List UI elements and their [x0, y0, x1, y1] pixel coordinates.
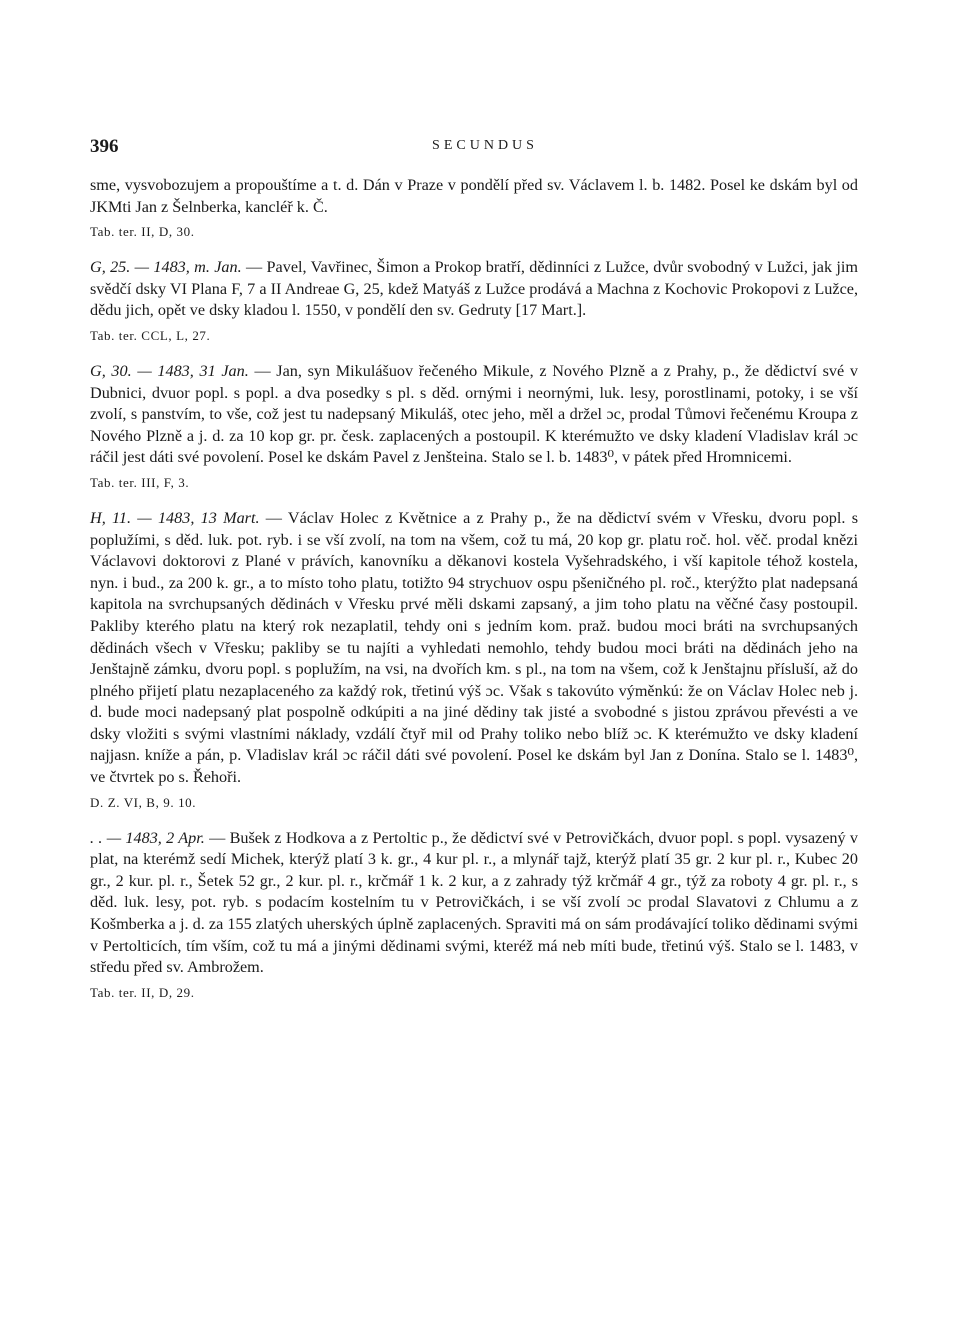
entry — [90, 508, 858, 812]
entry-reference: Tab. ter. III, F, 3. — [90, 474, 190, 490]
entry-body: — Bušek z Hodkova a z Pertoltic p., že dědictví své v Petrovičkách, dvuor popl. s popl. vysazený v plat, na kterémž sedí Michek, kterýž platí 3 k. gr., 4 kur pl. r., a mlynář tajž, kterýž platí 35 gr. 2 kur pl. r., Kubec 20 gr., 2 kur. pl. r., Šetek 52 gr., 2 kur. pl. r., krčmář 1 k. 2 kur, a z zahrady týž krčmář 4 gr., týž za roboty 4 gr. pl. r., s děd. luk. lesy, pot. ryb. s podacím kostelním tu v Petrovičkách, i se vší zvolí ɔc prodal Slavatovi z Chlumu a z Košmberka a j. d. za 155 zlatých uherských úplně zaplacených. Spraviti má on sám prodávající toliko dědinami svými v Pertolticích, tím vším, což tu má a jinými dědinami svými, kteréž má neb míti bude, třetinú výš. Stalo se l. 1483, v středu před sv. Ambrožem. — [90, 828, 858, 977]
entry-body: — Václav Holec z Květnice a z Prahy p., že na dědictví svém v Vřesku, dvoru popl. s poplužími, s děd. luk. pot. ryb. i se vší zvolí, na tom na všem, což tu má, 20 kop gr. platu roč. hol. věč. prodal knězi Václavovi doktorovi z Plané v právích, kanovníku a děkanovi kostela Vyšehradského, i vší kapitole téhož kostela, nyn. i bud., za 200 k. gr., a to místo toho platu, totižto 94 strychuov ospu pšeničného pl. roč., kterýžto plat nadepsaná kapitola na svrchupsaných dědinách v Vřesku prvé měli dskami zapsaný, a jim toho platu na věčné časy postoupil. Pakliby kterého platu na který rok nezaplatil, tehdy oni s jedním kom. praž. budou moci bráti na svrchupsaných dědinách všech v Vřesku; pakliby se tu najíti a vyhledati nemohlo, tehdy budou moci bráti na dědinách jeho na Jenštajně zámku, dvoru popl. s poplužím, na vsi, na dvořích km. s pl., na tom na všem, což k Jenštajnu přísluší, až do plného přijetí platu nezaplaceného za každý rok, třetinú výš ɔc. Však s takovúto výměnkú: že on Václav Holec neb j. d. bude moci nadepsaný plat pospolně odkúpiti a na jiné dědiny tak jisté a svobodné s jistou zprávou převésti a ve dsky vložiti s svými vlastními náklady, vzdálí čtyř mil od Prahy toliko nebo blíž ɔc. K kterémužto ve dsky kladení najjasn. kníže a pán, p. Vladislav král ɔc ráčil dáti své povolení. Posel ke dskám byl Jan z Donína. Stalo se l. 1483⁰, ve čtvrtek po s. Řehoři. — [90, 508, 858, 787]
entry-reference: Tab. ter. CCL, L, 27. — [90, 327, 211, 343]
page-number: 396 — [90, 136, 119, 157]
page-body — [90, 175, 858, 1002]
entry-body: — Jan, syn Mikulášuov řečeného Mikule, z Nového Plzně a z Prahy, p., že dědictví své v Dubnici, dvuor popl. s popl. a dva posedky s pl. s děd. ornými i neornými, luk. lesy, porostlinami, potoky, i se vší zvolí, s panstvím, to vše, což jest tu nadepsaný Mikuláš, otec jeho, měl a držel ɔc, prodal Tůmovi řečenému Kroupa z Nového Plzně a j. d. za 10 kop gr. pr. česk. zaplacených a postoupil. K kterémužto ve dsky kladení Vladislav král ɔc ráčil jest dáti své povolení. Posel ke dskám Pavel z Jenšteina. Stalo se l. b. 1483⁰, v pátek před Hromnicemi. — [90, 361, 858, 467]
entry-reference: Tab. ter. II, D, 30. — [90, 224, 195, 240]
entry-text — [90, 361, 858, 469]
entry-continuation — [90, 175, 858, 241]
entry-date: G, 25. — 1483, m. Jan. — [90, 258, 242, 277]
entry-body: — Pavel, Vavřinec, Šimon a Prokop bratří, dědinníci z Lužce, dvůr svobodný v Lužci, jak jim svědčí dsky VI Plana F, 7 a II Andreae G, 25, kdež Matyáš z Lužce prodává a Machna z Kochovic Prokopovi z Lužce, dědu jich, opět ve dsky kladou l. 1550, v pondělí den sv. Gedruty [17 Mart.]. — [90, 258, 858, 320]
entry-text — [90, 508, 858, 789]
entry-reference: D. Z. VI, B, 9. 10. — [90, 794, 197, 810]
entry-date: . . — 1483, 2 Apr. — [90, 828, 205, 847]
page-header — [90, 136, 880, 158]
entry-text — [90, 828, 858, 979]
entry-text — [90, 175, 858, 218]
entry-reference: Tab. ter. II, D, 29. — [90, 984, 195, 1000]
entry-date: G, 30. — 1483, 31 Jan. — [90, 361, 249, 380]
entry — [90, 361, 858, 492]
entry — [90, 828, 858, 1002]
running-head: SECUNDUS — [432, 138, 538, 153]
entry-body: sme, vysvobozujem a propouštíme a t. d. Dán v Praze v pondělí před sv. Václavem l. b. 1482. Posel ke dskám byl od JKMti Jan z Šelnberka, kancléř k. Č. — [90, 176, 858, 216]
entry-date: H, 11. — 1483, 13 Mart. — [90, 508, 260, 527]
entry — [90, 257, 858, 345]
entry-text — [90, 257, 858, 322]
